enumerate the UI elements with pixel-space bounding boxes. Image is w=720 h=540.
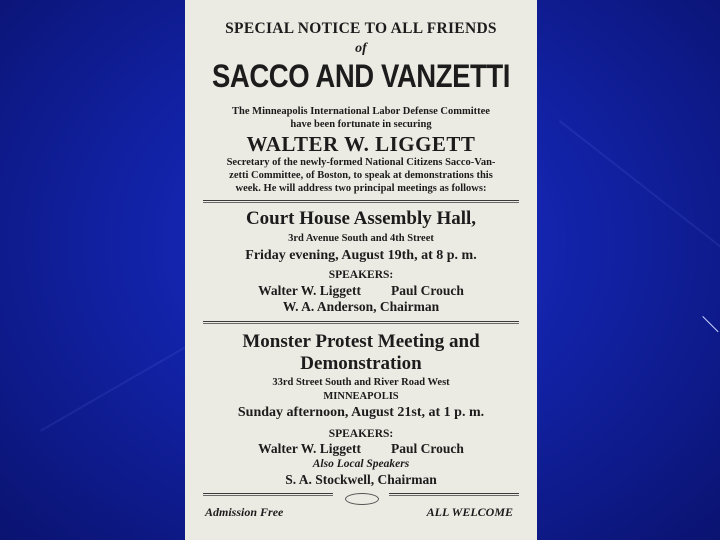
divider: [203, 493, 333, 496]
ornament-icon: [345, 493, 379, 505]
meeting2-address: 33rd Street South and River Road West: [272, 377, 450, 388]
notice-names: SACCO AND VANZETTI: [211, 58, 511, 94]
speaker-name: Walter W. Liggett: [258, 441, 361, 456]
meeting1-address: 3rd Avenue South and 4th Street: [288, 233, 434, 244]
speaker-name: Walter W. Liggett: [258, 283, 361, 298]
meeting1-speakers: [185, 283, 537, 299]
meeting2-also: Also Local Speakers: [312, 458, 410, 470]
notice-headline: SPECIAL NOTICE TO ALL FRIENDS: [225, 20, 497, 37]
divider: [389, 493, 519, 496]
divider: [203, 321, 519, 324]
background-streak: [40, 340, 197, 432]
sacco-vanzetti-notice-poster: [185, 0, 537, 540]
desc-line-3: week. He will address two principal meetings as follows:: [235, 183, 487, 194]
desc-line-2: zetti Committee, of Boston, to speak at demonstrations this: [229, 170, 493, 181]
divider: [203, 200, 519, 203]
featured-speaker: WALTER W. LIGGETT: [246, 132, 476, 156]
meeting2-title-1: Monster Protest Meeting and: [242, 331, 480, 352]
meeting2-title-2: Demonstration: [300, 353, 422, 374]
meeting1-time: Friday evening, August 19th, at 8 p. m.: [245, 248, 477, 263]
footer-welcome: ALL WELCOME: [426, 505, 513, 519]
meeting2-time: Sunday afternoon, August 21st, at 1 p. m.: [237, 405, 485, 420]
speaker-name: Paul Crouch: [390, 441, 464, 456]
meeting1-speakers-label: SPEAKERS:: [328, 269, 394, 281]
intro-line-1: The Minneapolis International Labor Defense Committee: [232, 106, 490, 117]
meeting1-chair: W. A. Anderson, Chairman: [282, 299, 440, 314]
meeting2-speakers: [185, 441, 537, 457]
background-streak: [559, 120, 720, 282]
meeting1-venue: Court House Assembly Hall,: [245, 208, 477, 229]
intro-line-2: have been fortunate in securing: [290, 119, 432, 130]
slide-mark: [702, 316, 718, 332]
desc-line-1: Secretary of the newly-formed National Citizens Sacco-Van-: [226, 157, 496, 168]
speaker-name: Paul Crouch: [390, 283, 464, 298]
footer-admission: Admission Free: [205, 505, 284, 519]
meeting2-speakers-label: SPEAKERS:: [328, 428, 394, 440]
meeting2-city: MINNEAPOLIS: [323, 391, 399, 402]
meeting2-chair: S. A. Stockwell, Chairman: [285, 472, 437, 487]
notice-of: of: [355, 41, 367, 56]
